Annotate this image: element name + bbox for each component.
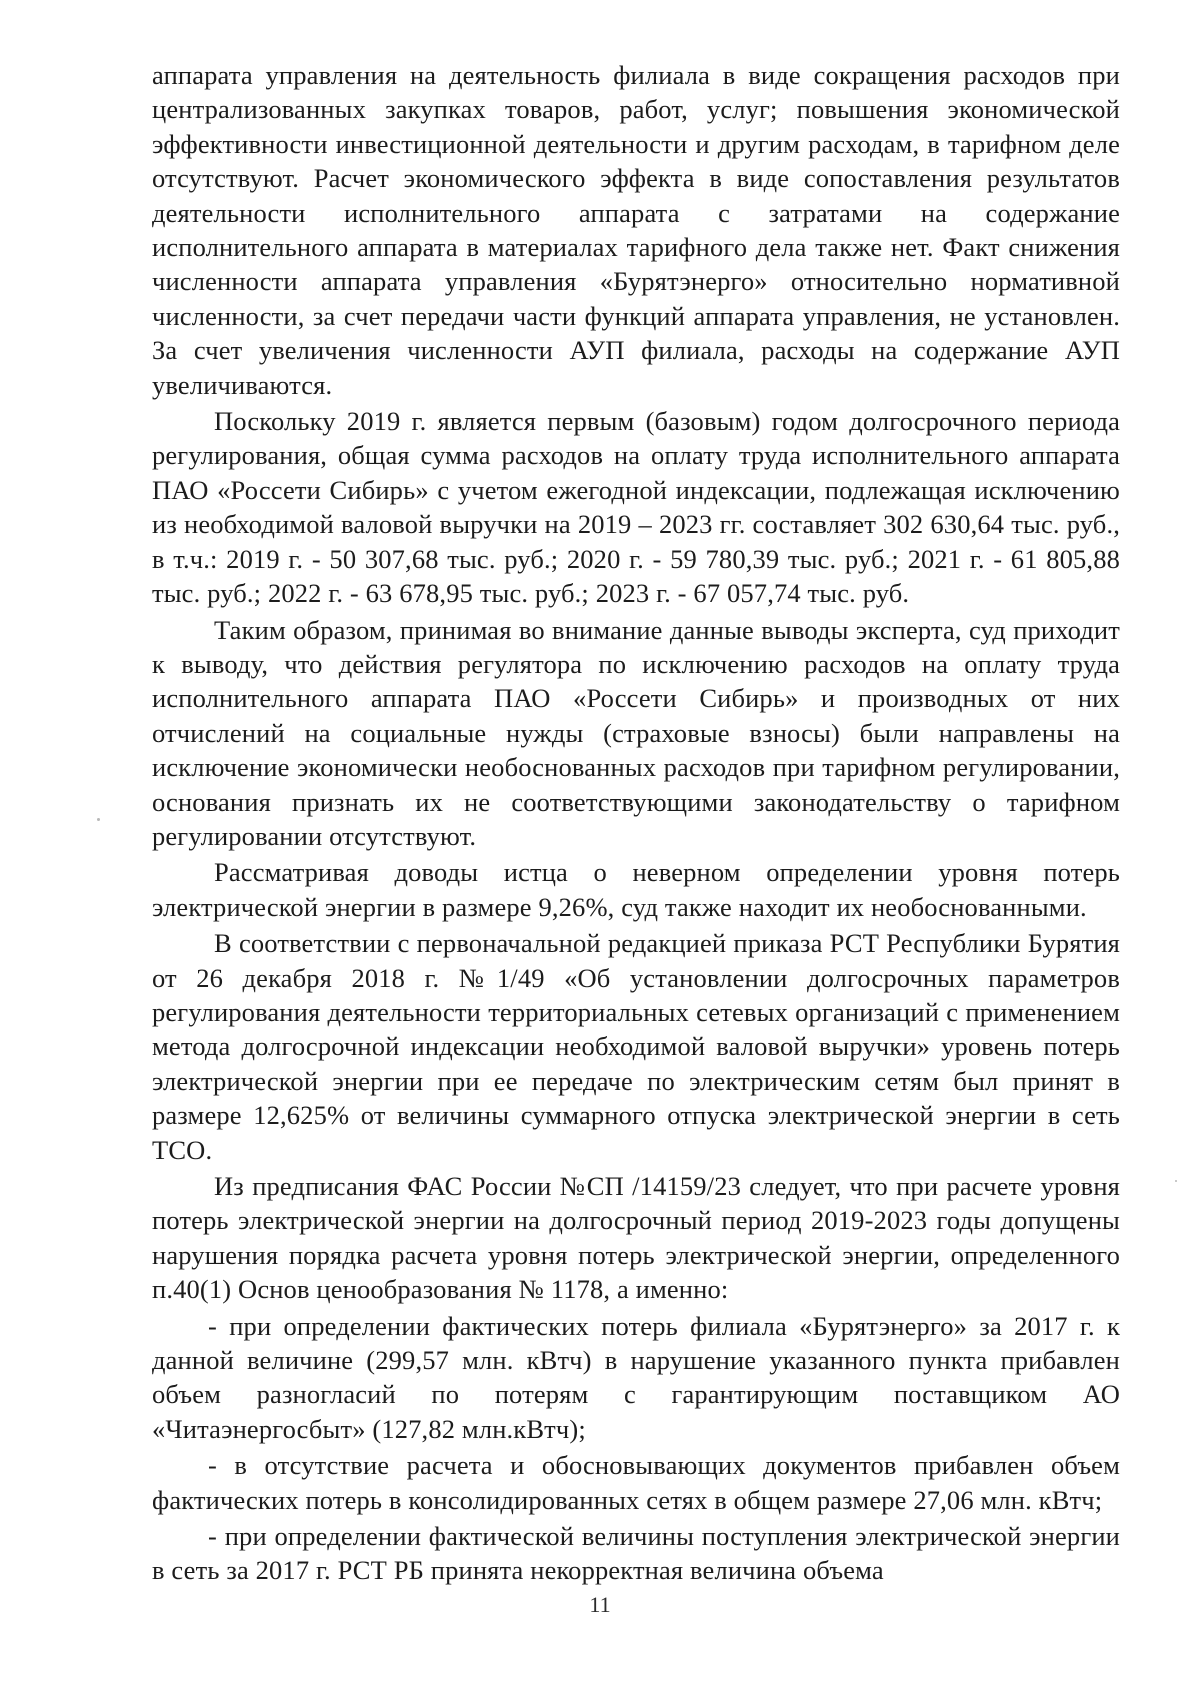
paragraph: Из предписания ФАС России №СП /14159/23 следует, что при расчете уровня потерь электрической энергии на долгосрочный период 2019-2023 годы допущены нарушения порядка расчета уровня потерь электрической энергии, определенного п.40(1) Основ ценообразования № 1178, а именно:	[152, 1171, 1120, 1305]
paragraph-continuation: аппарата управления на деятельность филиала в виде сокращения расходов при централизованных закупках товаров, работ, услуг; повышения экономической эффективности инвестиционной деятельности и другим расходам, в тарифном деле отсутствуют. Расчет экономического эффекта в виде сопоставления результатов деятельности исполнительного аппарата с затратами на содержание исполнительного аппарата в материалах тарифного дела также нет. Факт снижения численности аппарата управления «Бурятэнерго» относительно нормативной численности, за счет передачи части функций аппарата управления, не установлен. За счет увеличения численности АУП филиала, расходы на содержание АУП увеличиваются.	[152, 60, 1120, 400]
list-item: - при определении фактической величины поступления электрической энергии в сеть за 2017 г. РСТ РБ принята некорректная величина объема	[152, 1521, 1120, 1586]
list-item: - в отсутствие расчета и обосновывающих документов прибавлен объем фактических потерь в консолидированных сетях в общем размере 27,06 млн. кВтч;	[152, 1450, 1120, 1515]
document-body	[152, 58, 1120, 1588]
scan-artifact	[1175, 1180, 1177, 1182]
list-item: - при определении фактических потерь филиала «Бурятэнерго» за 2017 г. к данной величине (299,57 млн. кВтч) в нарушение указанного пункта прибавлен объем разногласий по потерям с гарантирующим поставщиком АО «Читаэнергосбыт» (127,82 млн.кВтч);	[152, 1310, 1120, 1444]
paragraph: В соответствии с первоначальной редакцией приказа РСТ Республики Бурятия от 26 декабря 2018 г. №1/49 «Об установлении долгосрочных параметров регулирования деятельности территориальных сетевых организаций с применением метода долгосрочной индексации необходимой валовой выручки» уровень потерь электрической энергии при ее передаче по электрическим сетям был принят в размере 12,625% от величины суммарного отпуска электрической энергии в сеть ТСО.	[152, 928, 1120, 1165]
page-number: 11	[589, 1592, 611, 1617]
scan-artifact	[97, 818, 100, 821]
paragraph: Рассматривая доводы истца о неверном определении уровня потерь электрической энергии в размере 9,26%, суд также находит их необоснованными.	[152, 857, 1120, 922]
paragraph: Таким образом, принимая во внимание данные выводы эксперта, суд приходит к выводу, что действия регулятора по исключению расходов на оплату труда исполнительного аппарата ПАО «Россети Сибирь» и производных от них отчислений на социальные нужды (страховые взносы) были направлены на исключение экономически необоснованных расходов при тарифном регулировании, основания признать их не соответствующими законодательству о тарифном регулировании отсутствуют.	[152, 614, 1120, 851]
paragraph: Поскольку 2019 г. является первым (базовым) годом долгосрочного периода регулирования, общая сумма расходов на оплату труда исполнительного аппарата ПАО «Россети Сибирь» с учетом ежегодной индексации, подлежащая исключению из необходимой валовой выручки на 2019 – 2023 гг. составляет 302 630,64 тыс. руб., в т.ч.: 2019 г. - 50 307,68 тыс. руб.; 2020 г. - 59 780,39 тыс. руб.; 2021 г. - 61 805,88 тыс. руб.; 2022 г. - 63 678,95 тыс. руб.; 2023 г. - 67 057,74 тыс. руб.	[152, 406, 1120, 609]
